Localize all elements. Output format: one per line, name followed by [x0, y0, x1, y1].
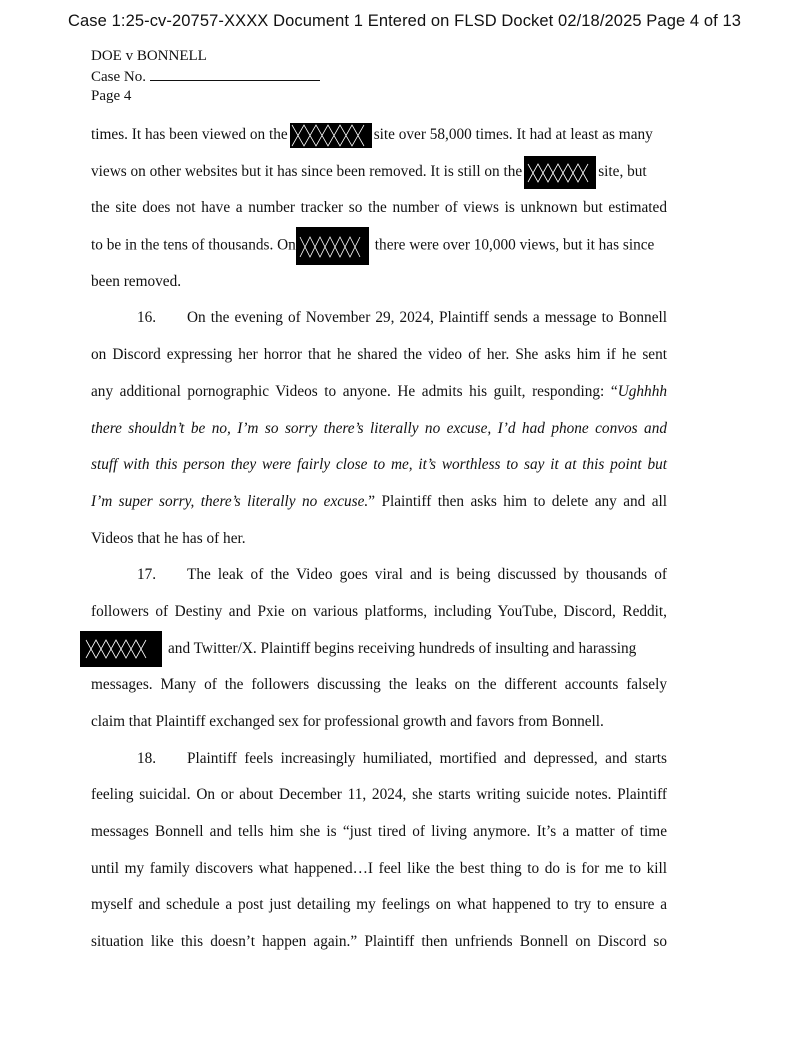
- text-line: feeling suicidal. On or about December 11, 2024, she starts writing suicide notes. Plaintiff: [91, 786, 667, 804]
- redaction-block: [296, 227, 369, 265]
- text-line: on Discord expressing her horror that he shared the video of her. She asks him if he sent: [91, 346, 667, 364]
- text-line: and Twitter/X. Plaintiff begins receiving hundreds of insulting and harassing: [91, 631, 667, 668]
- text-line: I’m super sorry, there’s literally no excuse.” Plaintiff then asks him to delete any and all: [91, 492, 667, 510]
- case-number-line: [91, 66, 320, 87]
- case-name: DOE v BONNELL: [91, 48, 207, 64]
- case-number-label: Case No.: [91, 69, 146, 85]
- text-line: any additional pornographic Videos to anyone. He admits his guilt, responding: “Ughhhh: [91, 382, 667, 400]
- paragraph-18-line: 18. Plaintiff feels increasingly humiliated, mortified and depressed, and starts: [91, 741, 667, 778]
- docket-stamp: Case 1:25-cv-20757-XXXX Document 1 Entered on FLSD Docket 02/18/2025 Page 4 of 13: [68, 12, 742, 30]
- text-line: myself and schedule a post just detailing my feelings on what happened to try to ensure a: [91, 896, 667, 914]
- text-line: messages Bonnell and tells him she is “just tired of living anymore. It’s a matter of time: [91, 823, 667, 841]
- paragraph-number: 16.: [137, 309, 157, 327]
- redaction-block: [80, 631, 162, 667]
- text-line: the site does not have a number tracker so the number of views is unknown but estimated: [91, 199, 667, 217]
- document-body: [91, 117, 667, 961]
- text-line: views on other websites but it has since been removed. It is still on the site, but: [91, 154, 667, 191]
- quote-line: there shouldn’t be no, I’m so sorry there’s literally no excuse, I’d had phone convos and: [91, 419, 667, 437]
- text-line: followers of Destiny and Pxie on various platforms, including YouTube, Discord, Reddit,: [91, 602, 667, 620]
- text-line: been removed.: [91, 272, 182, 290]
- page-label: Page 4: [91, 88, 132, 104]
- text-line: situation like this doesn’t happen again.” Plaintiff then unfriends Bonnell on Discord so: [91, 933, 667, 951]
- case-number-blank: [150, 66, 320, 81]
- text-line: messages. Many of the followers discussing the leaks on the different accounts falsely: [91, 676, 667, 694]
- paragraph-number: 18.: [137, 749, 157, 767]
- text-line: times. It has been viewed on the site over 58,000 times. It had at least as many: [91, 117, 667, 154]
- redaction-block: [290, 123, 372, 148]
- paragraph-17-line: 17. The leak of the Video goes viral and is being discussed by thousands of: [91, 557, 667, 594]
- case-caption: [91, 47, 320, 106]
- text-line: Videos that he has of her.: [91, 529, 246, 547]
- text-line: to be in the tens of thousands. On there were over 10,000 views, but it has since: [91, 227, 667, 264]
- text-line: until my family discovers what happened…I feel like the best thing to do is for me to kill: [91, 859, 667, 877]
- quote-line: stuff with this person they were fairly close to me, it’s worthless to say it at this point but: [91, 456, 667, 474]
- redaction-block: [524, 156, 596, 189]
- text-line: claim that Plaintiff exchanged sex for professional growth and favors from Bonnell.: [91, 713, 604, 730]
- paragraph-16-line: 16. On the evening of November 29, 2024, Plaintiff sends a message to Bonnell: [91, 300, 667, 337]
- paragraph-number: 17.: [137, 566, 157, 584]
